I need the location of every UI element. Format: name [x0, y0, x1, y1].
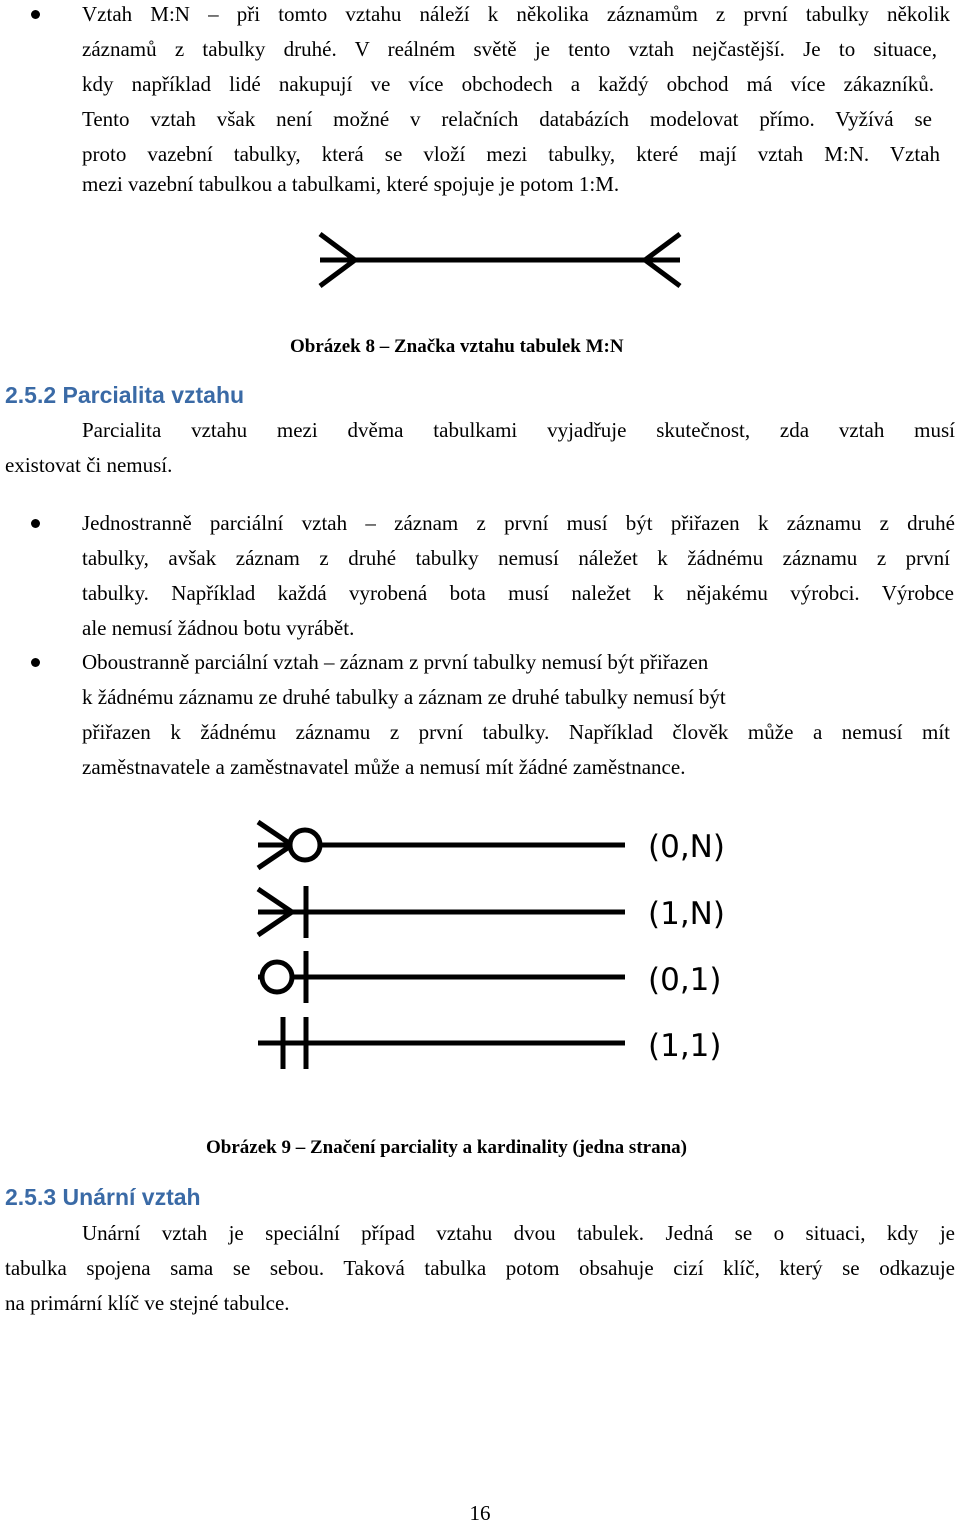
bullet-two-sided-line-4: zaměstnavatele a zaměstnavatel může a nemusí mít žádné zaměstnance. [82, 755, 686, 779]
figure-8-caption: Obrázek 8 – Značka vztahu tabulek M:N [290, 336, 624, 357]
bullet-one-sided-line-2: tabulky, avšak záznam z druhé tabulky nemusí náležet k žádnému záznamu z první [82, 546, 950, 570]
bullet-dot [31, 519, 40, 528]
cardinality-notation-diagram [0, 800, 960, 1100]
bullet-one-sided-line-4: ale nemusí žádnou botu vyrábět. [82, 616, 355, 640]
bullet-dot [31, 658, 40, 667]
bullet-two-sided-line-1: Oboustranně parciální vztah – záznam z první tabulky nemusí být přiřazen [82, 650, 709, 674]
notation-zero-to-many [258, 822, 625, 868]
bullet-mn-line-5: proto vazební tabulky, která se vloží mezi tabulky, které mají vztah M:N. Vztah [82, 142, 940, 166]
section-2-5-3-text-line-2: tabulka spojena sama se sebou. Taková tabulka potom obsahuje cizí klíč, který se odkazuje [5, 1256, 955, 1280]
bullet-mn-line-6: mezi vazební tabulkou a tabulkami, které spojuje je potom 1:M. [82, 172, 620, 196]
bullet-one-sided-line-3: tabulky. Například každá vyrobená bota musí naležet k nějakému výrobci. Výrobce [82, 581, 954, 605]
section-2-5-2-text-line-1: Parcialita vztahu mezi dvěma tabulkami vyjadřuje skutečnost, zda vztah musí [82, 418, 955, 442]
bullet-mn-line-3: kdy například lidé nakupují ve více obchodech a každý obchod má více zákazníků. [82, 72, 934, 96]
section-heading-2-5-2: 2.5.2 Parcialita vztahu [5, 382, 245, 408]
bullet-mn-line-2: záznamů z tabulky druhé. V reálném světě je tento vztah nejčastější. Je to situace, [82, 37, 937, 61]
bullet-mn-line-4: Tento vztah však není možné v relačních databázích modelovat přímo. Vyžívá se [82, 107, 932, 131]
bullet-two-sided-line-3: přiřazen k žádnému záznamu z první tabulky. Například člověk může a nemusí mít [82, 720, 950, 744]
bullet-dot [31, 10, 40, 19]
label-one-to-many: (1,N) [648, 896, 725, 932]
bullet-mn-line-1: Vztah M:N – při tomto vztahu náleží k několika záznamům z první tabulky několik [82, 2, 950, 26]
mn-relationship-symbol [0, 222, 960, 302]
section-heading-2-5-3: 2.5.3 Unární vztah [5, 1184, 201, 1210]
bullet-one-sided-line-1: Jednostranně parciální vztah – záznam z první musí být přiřazen k záznamu z druhé [82, 511, 955, 535]
bullet-two-sided-line-2: k žádnému záznamu ze druhé tabulky a záznam ze druhé tabulky nemusí být [82, 685, 726, 709]
label-zero-to-one: (0,1) [648, 962, 722, 998]
label-one-to-one: (1,1) [648, 1028, 722, 1064]
section-2-5-2-text-line-2: existovat či nemusí. [5, 453, 173, 477]
label-zero-to-many: (0,N) [648, 829, 725, 865]
figure-9-caption: Obrázek 9 – Značení parciality a kardinality (jedna strana) [206, 1137, 687, 1158]
notation-one-to-one [258, 1017, 625, 1069]
page-number: 16 [469, 1501, 491, 1525]
section-2-5-3-text-line-1: Unární vztah je speciální případ vztahu dvou tabulek. Jedná se o situaci, kdy je [82, 1221, 955, 1245]
section-2-5-3-text-line-3: na primární klíč ve stejné tabulce. [5, 1291, 290, 1315]
notation-zero-to-one [258, 951, 625, 1003]
notation-one-to-many [258, 886, 625, 938]
